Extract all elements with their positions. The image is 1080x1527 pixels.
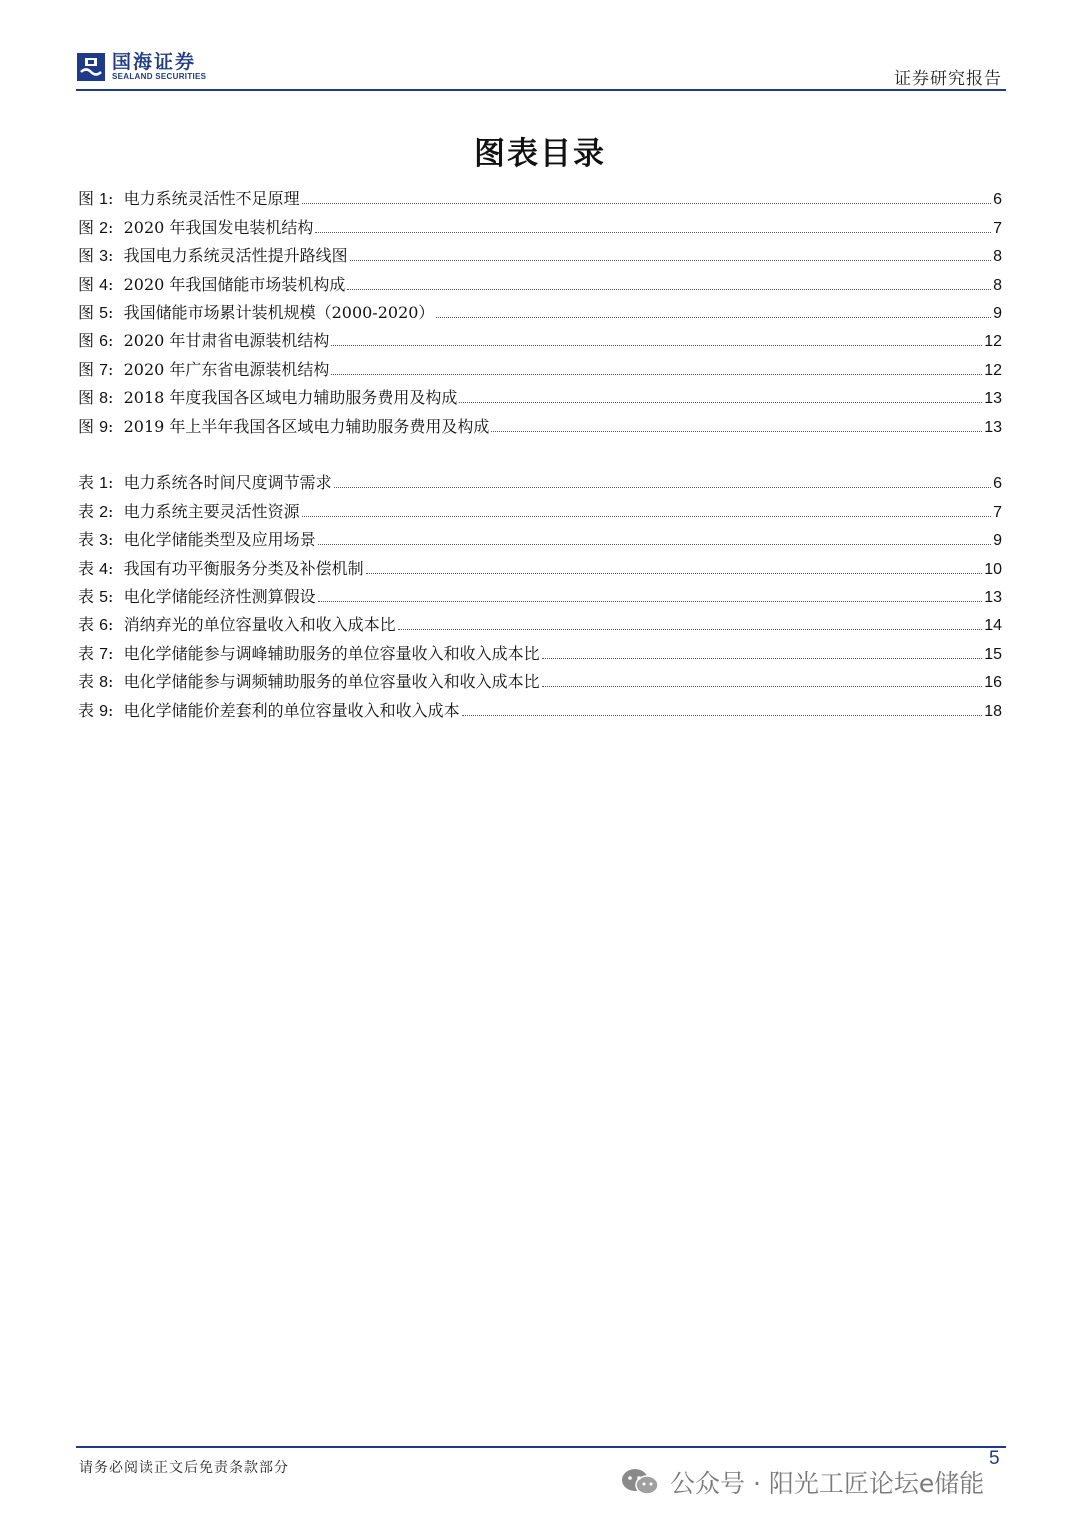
- toc-entry[interactable]: [78, 380, 1002, 408]
- toc-entry-text: 电力系统灵活性不足原理: [123, 189, 300, 209]
- toc-entry-prefix: 表: [78, 586, 95, 606]
- toc-entry-page: 13: [984, 418, 1002, 436]
- toc-dot-leader: [347, 289, 991, 290]
- toc-entry-number: 7: [99, 645, 109, 663]
- toc-entry-text: 2020 年我国储能市场装机构成: [123, 274, 346, 294]
- toc-entry-label: 表 1:: [78, 473, 124, 493]
- toc-entry[interactable]: [78, 209, 1002, 237]
- toc-entry-number: 3: [99, 248, 109, 266]
- toc-entry[interactable]: [78, 323, 1002, 351]
- toc-entry-text: 我国有功平衡服务分类及补偿机制: [123, 558, 364, 578]
- toc-entry-prefix: 图: [78, 416, 95, 436]
- toc-entry[interactable]: [78, 493, 1002, 521]
- toc-dot-leader: [542, 686, 983, 687]
- toc-entry-prefix: 表: [78, 501, 95, 521]
- figure-list: [78, 181, 1002, 437]
- watermark: [620, 1464, 984, 1500]
- toc-entry-text: 2020 年甘肃省电源装机结构: [123, 331, 330, 351]
- disclaimer-note: 请务必阅读正文后免责条款部分: [79, 1460, 289, 1476]
- toc-entry-label: 表 3:: [78, 530, 124, 550]
- watermark-text: 公众号 · 阳光工匠论坛e储能: [670, 1469, 985, 1498]
- table-list: [78, 465, 1002, 721]
- toc-entry-text: 电化学储能价差套利的单位容量收入和收入成本: [123, 700, 460, 720]
- toc-dot-leader: [318, 601, 983, 602]
- toc-entry-text: 电化学储能类型及应用场景: [123, 530, 316, 550]
- toc-entry-prefix: 图: [78, 359, 95, 379]
- toc-entry[interactable]: [78, 181, 1002, 209]
- toc-entry-text: 我国电力系统灵活性提升路线图: [123, 246, 348, 266]
- toc-entry-number: 9: [99, 418, 109, 436]
- toc-entry-number: 1: [99, 475, 109, 493]
- wechat-icon: [620, 1467, 660, 1497]
- toc-entry-prefix: 图: [78, 388, 95, 408]
- toc-entry-page: 6: [993, 191, 1002, 209]
- toc-dot-leader: [462, 715, 983, 716]
- toc-entry[interactable]: [78, 408, 1002, 436]
- footer-divider: [76, 1446, 1006, 1448]
- toc-entry-label: 表 2:: [78, 501, 124, 521]
- toc-dot-leader: [302, 203, 992, 204]
- toc-entry[interactable]: [78, 465, 1002, 493]
- toc-entry[interactable]: [78, 295, 1002, 323]
- toc-entry-number: 6: [99, 617, 109, 635]
- toc-entry-page: 10: [984, 560, 1002, 578]
- toc-entry-text: 电力系统主要灵活性资源: [123, 501, 300, 521]
- logo-cn-text: 国海证券: [112, 51, 197, 73]
- toc-dot-leader: [315, 232, 991, 233]
- toc-dot-leader: [491, 431, 982, 432]
- toc-dot-leader: [331, 345, 982, 346]
- toc-entry-prefix: 表: [78, 558, 95, 578]
- toc-entry-label: 图 4:: [78, 274, 124, 294]
- toc-entry-number: 8: [99, 390, 109, 408]
- toc-entry-label: 图 2:: [78, 217, 124, 237]
- toc-dot-leader: [331, 374, 982, 375]
- toc-entry-label: 表 9:: [78, 700, 124, 720]
- toc-entry[interactable]: [78, 238, 1002, 266]
- toc-entry[interactable]: [78, 579, 1002, 607]
- toc-entry-page: 7: [993, 503, 1002, 521]
- toc-entry-label: 图 1:: [78, 189, 124, 209]
- toc-entry-number: 9: [99, 702, 109, 720]
- toc-entry-number: 2: [99, 503, 109, 521]
- toc-entry-number: 4: [99, 276, 109, 294]
- toc-entry-number: 2: [99, 219, 109, 237]
- toc-dot-leader: [366, 573, 983, 574]
- toc-entry[interactable]: [78, 550, 1002, 578]
- toc-dot-leader: [398, 629, 983, 630]
- toc-entry-page: 12: [984, 333, 1002, 351]
- page-number: 5: [989, 1448, 1000, 1469]
- toc-entry-number: 5: [99, 588, 109, 606]
- toc-entry-number: 7: [99, 361, 109, 379]
- toc-entry-label: 表 6:: [78, 615, 124, 635]
- logo-mark-icon: [76, 52, 106, 82]
- toc-entry[interactable]: [78, 522, 1002, 550]
- toc-entry-prefix: 表: [78, 615, 95, 635]
- toc-entry-text: 电化学储能参与调峰辅助服务的单位容量收入和收入成本比: [123, 643, 540, 663]
- toc-entry-prefix: 图: [78, 274, 95, 294]
- toc-entry-page: 13: [984, 588, 1002, 606]
- toc-dot-leader: [302, 516, 992, 517]
- toc-entry-text: 电化学储能参与调频辅助服务的单位容量收入和收入成本比: [123, 672, 540, 692]
- toc-entry-text: 我国储能市场累计装机规模（2000-2020）: [123, 302, 435, 322]
- toc-entry-prefix: 图: [78, 217, 95, 237]
- toc-entry-page: 6: [993, 475, 1002, 493]
- toc-entry-number: 4: [99, 560, 109, 578]
- toc-dot-leader: [436, 317, 991, 318]
- toc-entry-text: 2020 年我国发电装机结构: [123, 217, 314, 237]
- toc-entry-prefix: 表: [78, 672, 95, 692]
- toc-entry-text: 电化学储能经济性测算假设: [123, 586, 316, 606]
- toc-entry-page: 18: [984, 702, 1002, 720]
- toc-entry-page: 16: [984, 674, 1002, 692]
- toc-entry-label: 图 9:: [78, 416, 124, 436]
- toc-entry-page: 15: [984, 645, 1002, 663]
- toc-entry-prefix: 表: [78, 530, 95, 550]
- toc-title: 图表目录: [474, 136, 606, 172]
- toc-entry-text: 2018 年度我国各区域电力辅助服务费用及构成: [123, 388, 458, 408]
- toc-entry-label: 图 8:: [78, 388, 124, 408]
- toc-entry[interactable]: [78, 664, 1002, 692]
- toc-dot-leader: [459, 402, 982, 403]
- toc-dot-leader: [350, 260, 992, 261]
- report-type: 证券研究报告: [894, 69, 1002, 89]
- toc-entry[interactable]: [78, 692, 1002, 720]
- toc-entry-label: 图 6:: [78, 331, 124, 351]
- toc-dot-leader: [318, 544, 992, 545]
- toc-entry-page: 9: [993, 532, 1002, 550]
- toc-dot-leader: [542, 658, 983, 659]
- toc-entry-number: 6: [99, 333, 109, 351]
- toc-entry-page: 8: [993, 248, 1002, 266]
- toc-entry-label: 表 4:: [78, 558, 124, 578]
- toc-entry-text: 消纳弃光的单位容量收入和收入成本比: [123, 615, 396, 635]
- page-header: [76, 44, 1006, 90]
- company-logo: [76, 50, 206, 84]
- logo-en-text: SEALAND SECURITIES: [112, 72, 207, 81]
- toc-entry-page: 14: [984, 617, 1002, 635]
- toc-entry-prefix: 图: [78, 189, 95, 209]
- header-divider: [76, 89, 1006, 91]
- toc-entry-page: 7: [993, 219, 1002, 237]
- toc-entry-text: 2020 年广东省电源装机结构: [123, 359, 330, 379]
- toc-entry-number: 8: [99, 674, 109, 692]
- toc-entry-prefix: 表: [78, 473, 95, 493]
- toc-entry-number: 3: [99, 532, 109, 550]
- toc-entry-number: 5: [99, 304, 109, 322]
- toc-entry-label: 表 8:: [78, 672, 124, 692]
- toc-entry[interactable]: [78, 607, 1002, 635]
- toc-entry-page: 13: [984, 390, 1002, 408]
- toc-entry[interactable]: [78, 351, 1002, 379]
- toc-entry-label: 表 7:: [78, 643, 124, 663]
- toc-entry-prefix: 表: [78, 700, 95, 720]
- toc-entry[interactable]: [78, 635, 1002, 663]
- toc-entry-label: 图 3:: [78, 246, 124, 266]
- toc-entry-label: 图 7:: [78, 359, 124, 379]
- toc-entry[interactable]: [78, 266, 1002, 294]
- toc-entry-text: 2019 年上半年我国各区域电力辅助服务费用及构成: [123, 416, 490, 436]
- toc-entry-prefix: 图: [78, 246, 95, 266]
- toc-entry-page: 8: [993, 276, 1002, 294]
- toc-entry-prefix: 图: [78, 302, 95, 322]
- toc-entry-page: 12: [984, 361, 1002, 379]
- toc-dot-leader: [334, 487, 992, 488]
- toc-entry-number: 1: [99, 191, 109, 209]
- toc-entry-page: 9: [993, 304, 1002, 322]
- toc-entry-text: 电力系统各时间尺度调节需求: [123, 473, 332, 493]
- toc-entry-prefix: 图: [78, 331, 95, 351]
- toc-entry-prefix: 表: [78, 643, 95, 663]
- toc-entry-label: 表 5:: [78, 586, 124, 606]
- toc-entry-label: 图 5:: [78, 302, 124, 322]
